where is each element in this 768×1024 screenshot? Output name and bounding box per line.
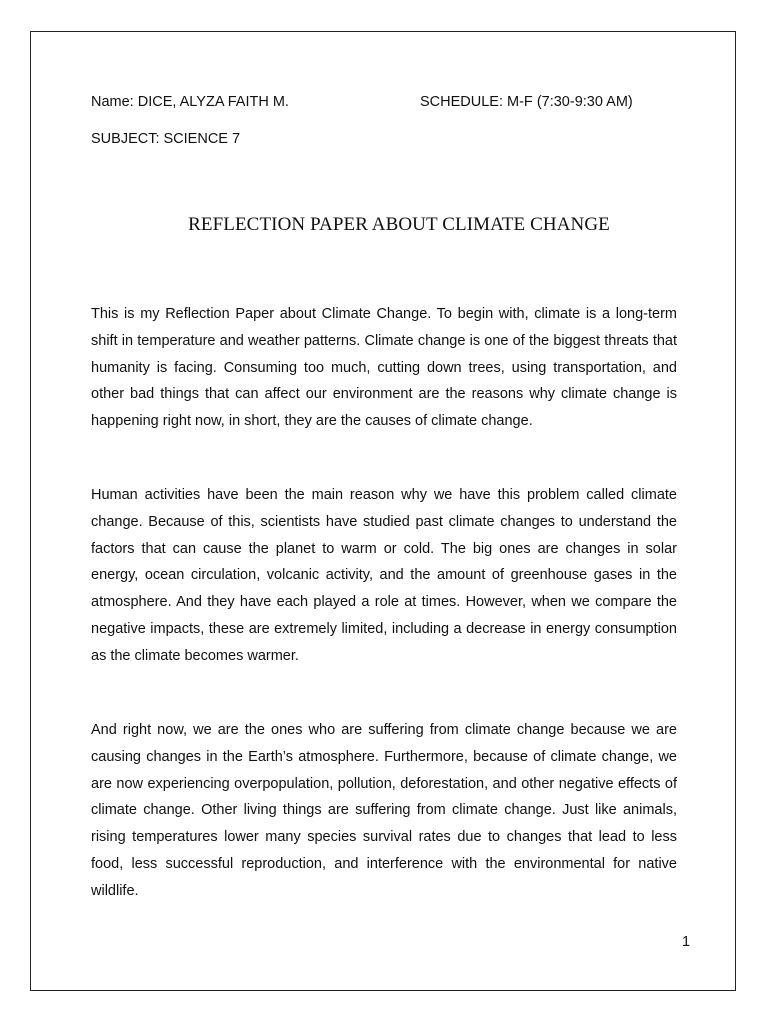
paragraph-3: And right now, we are the ones who are suffering from climate change because we are causing changes in the Earth’s atmosphere. Furthermore, because of climate change, we are now experiencing overpopulation, pollution, deforestation, and other negative effects of climate change. Other living things are suffering from climate change. Just like animals, rising temperatures lower many species survival rates due to changes that lead to less food, less successful reproduction, and interference with the environmental for native wildlife. <box>91 722 677 899</box>
subject: SUBJECT: SCIENCE 7 <box>91 131 241 147</box>
schedule: SCHEDULE: M-F (7:30-9:30 AM) <box>420 94 633 110</box>
paragraph-2: Human activities have been the main reason why we have this problem called climate change. Because of this, scientists have studied past climate changes to understand the factors that can cause the planet to warm or cold. The big ones are changes in solar energy, ocean circulation, volcanic activity, and the amount of greenhouse gases in the atmosphere. And they have each played a role at times. However, when we compare the negative impacts, these are extremely limited, including a decrease in energy consumption as the climate becomes warmer. <box>91 487 677 664</box>
student-name: Name: DICE, ALYZA FAITH M. <box>91 94 289 110</box>
document-title: REFLECTION PAPER ABOUT CLIMATE CHANGE <box>188 214 610 235</box>
page-number: 1 <box>682 934 691 950</box>
paragraph-1: This is my Reflection Paper about Climate Change. To begin with, climate is a long-term shift in temperature and weather patterns. Climate change is one of the biggest threats that humanity is facing. Consuming too much, cutting down trees, using transportation, and other bad things that can affect our environment are the reasons why climate change is happening right now, in short, they are the causes of climate change. <box>91 306 677 430</box>
